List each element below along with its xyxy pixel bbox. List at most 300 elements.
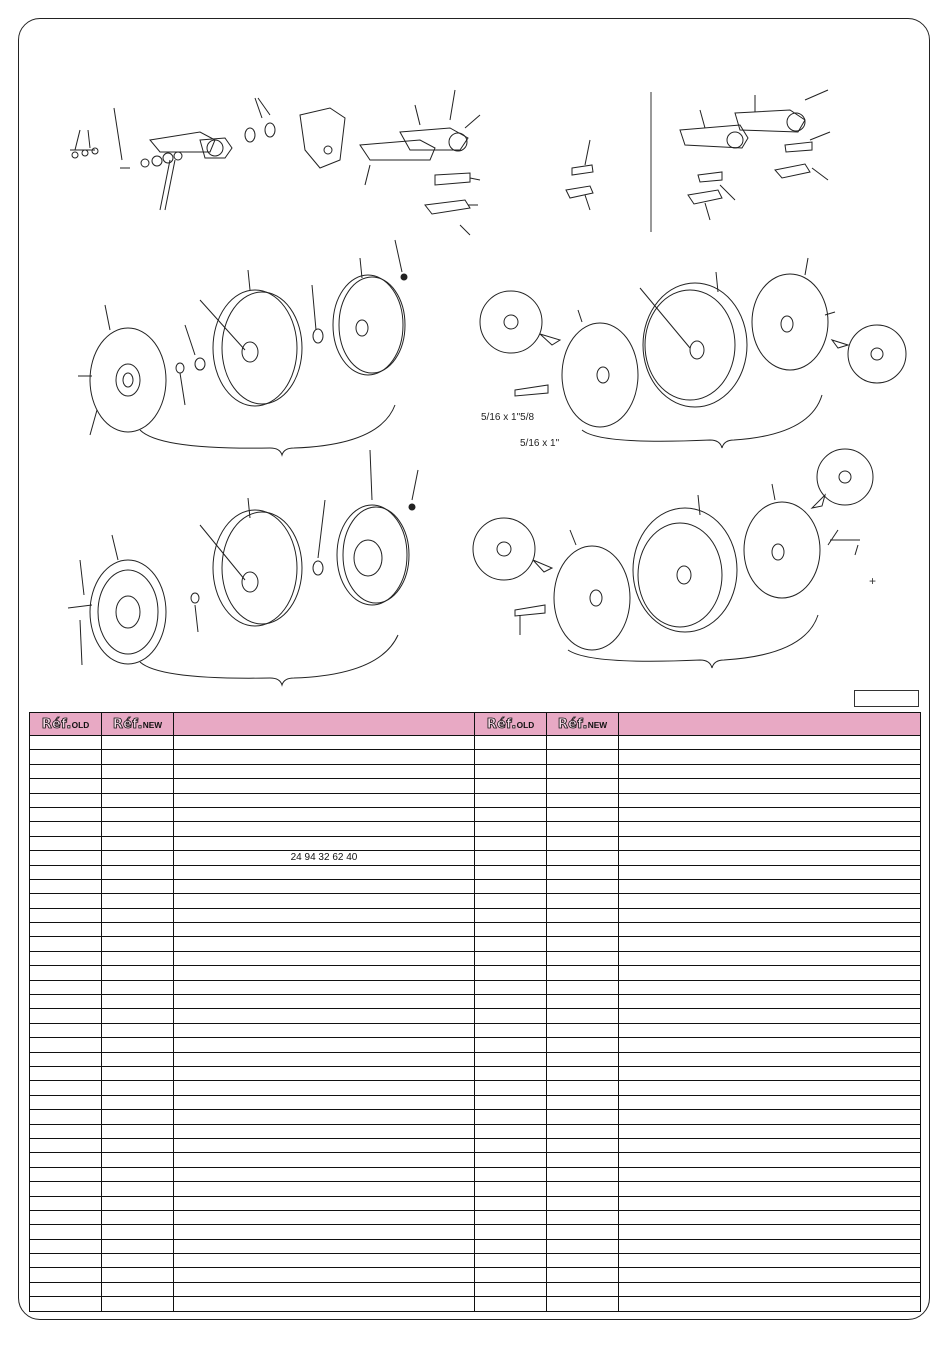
table-cell xyxy=(30,1023,102,1037)
table-cell xyxy=(475,793,547,807)
column-header xyxy=(102,713,174,736)
table-cell xyxy=(30,1239,102,1253)
table-cell xyxy=(619,1095,921,1109)
table-cell xyxy=(475,1038,547,1052)
table-cell xyxy=(174,1182,475,1196)
table-cell xyxy=(174,807,475,821)
table-row xyxy=(30,1138,921,1152)
table-cell xyxy=(174,951,475,965)
table-cell xyxy=(30,1268,102,1282)
table-cell xyxy=(547,822,619,836)
table-row xyxy=(30,1023,921,1037)
table-cell xyxy=(102,1052,174,1066)
table-cell xyxy=(174,980,475,994)
table-cell xyxy=(475,1153,547,1167)
table-cell xyxy=(30,1009,102,1023)
table-cell xyxy=(475,966,547,980)
table-cell xyxy=(619,1066,921,1080)
table-cell xyxy=(619,923,921,937)
table-row xyxy=(30,923,921,937)
table-cell xyxy=(102,1124,174,1138)
table-cell xyxy=(102,1138,174,1152)
table-cell xyxy=(475,1124,547,1138)
table-cell xyxy=(102,1282,174,1296)
table-cell xyxy=(475,750,547,764)
table-cell xyxy=(547,764,619,778)
table-cell xyxy=(174,1138,475,1152)
wear-plates-middle xyxy=(566,140,593,210)
table-cell xyxy=(547,1009,619,1023)
table-row xyxy=(30,1095,921,1109)
table-cell xyxy=(547,980,619,994)
table-cell xyxy=(475,1095,547,1109)
table-cell xyxy=(475,1268,547,1282)
table-cell xyxy=(475,937,547,951)
table-cell xyxy=(619,736,921,750)
table-cell xyxy=(619,894,921,908)
table-cell xyxy=(30,1196,102,1210)
table-cell xyxy=(619,1081,921,1095)
table-cell xyxy=(30,1225,102,1239)
table-row xyxy=(30,951,921,965)
table-cell xyxy=(102,937,174,951)
table-cell xyxy=(102,1254,174,1268)
table-cell xyxy=(30,1052,102,1066)
table-cell xyxy=(102,1297,174,1311)
wheel-assembly-1 xyxy=(78,240,407,455)
table-row xyxy=(30,1297,921,1311)
table-cell xyxy=(174,764,475,778)
table-cell xyxy=(619,836,921,850)
table-cell xyxy=(475,1225,547,1239)
table-cell xyxy=(102,879,174,893)
table-cell xyxy=(547,851,619,865)
table-cell xyxy=(547,1081,619,1095)
table-cell xyxy=(475,1066,547,1080)
table-cell xyxy=(30,836,102,850)
table-cell xyxy=(30,1066,102,1080)
table-cell xyxy=(102,908,174,922)
table-cell xyxy=(30,1182,102,1196)
table-row xyxy=(30,1268,921,1282)
column-header-ref: Réf. xyxy=(41,716,72,732)
table-cell xyxy=(619,879,921,893)
table-cell xyxy=(30,995,102,1009)
table-cell xyxy=(102,1081,174,1095)
table-cell xyxy=(30,1124,102,1138)
table-cell xyxy=(30,937,102,951)
table-cell xyxy=(174,1210,475,1224)
table-cell xyxy=(102,995,174,1009)
table-cell xyxy=(102,1182,174,1196)
table-row xyxy=(30,764,921,778)
table-cell xyxy=(174,937,475,951)
table-cell xyxy=(174,1095,475,1109)
table-cell xyxy=(619,1153,921,1167)
table-cell xyxy=(174,750,475,764)
table-cell xyxy=(547,1225,619,1239)
table-cell xyxy=(174,1225,475,1239)
table-row xyxy=(30,736,921,750)
table-cell xyxy=(619,1225,921,1239)
table-cell xyxy=(547,951,619,965)
table-cell xyxy=(30,894,102,908)
table-cell xyxy=(102,1066,174,1080)
table-row xyxy=(30,1196,921,1210)
table-cell xyxy=(102,865,174,879)
wheel-assembly-2 xyxy=(480,258,906,448)
table-cell xyxy=(547,1282,619,1296)
table-cell xyxy=(30,1297,102,1311)
table-cell xyxy=(547,995,619,1009)
table-cell xyxy=(547,1297,619,1311)
table-cell xyxy=(475,1110,547,1124)
parts-table xyxy=(29,712,921,1312)
table-cell xyxy=(547,1052,619,1066)
table-cell: 24 94 32 62 40 xyxy=(174,851,475,865)
table-cell xyxy=(619,1297,921,1311)
table-cell xyxy=(174,1066,475,1080)
table-cell xyxy=(619,1268,921,1282)
table-cell xyxy=(475,807,547,821)
table-header-row xyxy=(30,713,921,736)
table-cell xyxy=(619,1210,921,1224)
table-cell xyxy=(102,807,174,821)
table-cell xyxy=(102,1167,174,1181)
table-cell xyxy=(30,822,102,836)
table-cell xyxy=(102,836,174,850)
table-cell xyxy=(30,851,102,865)
table-cell xyxy=(619,951,921,965)
table-cell xyxy=(102,822,174,836)
table-cell xyxy=(475,923,547,937)
table-cell xyxy=(547,1239,619,1253)
table-cell xyxy=(547,750,619,764)
table-cell xyxy=(547,1124,619,1138)
table-cell xyxy=(174,736,475,750)
table-cell xyxy=(619,1196,921,1210)
table-cell xyxy=(619,1239,921,1253)
table-cell xyxy=(547,793,619,807)
table-cell xyxy=(30,908,102,922)
table-cell xyxy=(475,894,547,908)
table-cell xyxy=(30,980,102,994)
table-cell xyxy=(475,836,547,850)
table-cell xyxy=(174,793,475,807)
column-header-sub: OLD xyxy=(71,719,90,730)
table-cell xyxy=(475,764,547,778)
table-cell xyxy=(475,1081,547,1095)
table-cell xyxy=(619,1182,921,1196)
table-cell xyxy=(30,966,102,980)
table-cell xyxy=(619,908,921,922)
table-cell xyxy=(475,1282,547,1296)
table-cell xyxy=(619,1124,921,1138)
table-row xyxy=(30,1110,921,1124)
table-cell xyxy=(619,822,921,836)
table-cell xyxy=(475,879,547,893)
table-cell xyxy=(102,1153,174,1167)
table-cell xyxy=(174,865,475,879)
table-row xyxy=(30,1167,921,1181)
table-cell xyxy=(30,764,102,778)
column-header xyxy=(619,713,921,736)
table-cell xyxy=(174,1081,475,1095)
table-cell xyxy=(475,865,547,879)
table-cell xyxy=(102,1268,174,1282)
table-cell xyxy=(30,807,102,821)
table-row xyxy=(30,980,921,994)
table-cell xyxy=(619,865,921,879)
table-cell xyxy=(619,793,921,807)
table-cell xyxy=(619,764,921,778)
table-cell xyxy=(547,1066,619,1080)
table-cell xyxy=(102,736,174,750)
table-cell xyxy=(547,1167,619,1181)
column-header-sub: NEW xyxy=(587,719,608,730)
column-header-sub: NEW xyxy=(142,719,163,730)
table-cell xyxy=(475,1167,547,1181)
table-row xyxy=(30,1052,921,1066)
table-cell xyxy=(174,879,475,893)
table-cell xyxy=(30,736,102,750)
table-cell xyxy=(174,908,475,922)
table-cell xyxy=(102,1239,174,1253)
table-cell xyxy=(547,736,619,750)
table-cell xyxy=(547,966,619,980)
table-cell xyxy=(30,1167,102,1181)
table-cell xyxy=(475,1023,547,1037)
table-row xyxy=(30,793,921,807)
table-row xyxy=(30,1210,921,1224)
table-cell xyxy=(174,966,475,980)
table-cell xyxy=(619,851,921,865)
table-cell xyxy=(30,951,102,965)
table-cell xyxy=(174,1254,475,1268)
table-cell xyxy=(619,1023,921,1037)
table-cell xyxy=(174,1153,475,1167)
table-row xyxy=(30,1124,921,1138)
table-cell xyxy=(547,1110,619,1124)
table-cell xyxy=(619,807,921,821)
table-cell xyxy=(619,1110,921,1124)
table-cell xyxy=(619,1167,921,1181)
table-cell xyxy=(547,1196,619,1210)
table-cell xyxy=(547,1023,619,1037)
table-row xyxy=(30,894,921,908)
table-cell xyxy=(475,908,547,922)
table-body xyxy=(30,736,921,1312)
table-cell xyxy=(102,980,174,994)
table-cell xyxy=(475,1210,547,1224)
table-cell xyxy=(174,1268,475,1282)
table-cell xyxy=(475,995,547,1009)
column-header-sub: OLD xyxy=(516,719,535,730)
table-cell xyxy=(30,1081,102,1095)
table-row xyxy=(30,807,921,821)
arm-assembly-right xyxy=(680,90,830,220)
table-cell xyxy=(619,1052,921,1066)
table-row xyxy=(30,1239,921,1253)
table-cell xyxy=(30,1210,102,1224)
table-cell xyxy=(30,923,102,937)
table-row xyxy=(30,1081,921,1095)
table-cell xyxy=(174,1009,475,1023)
table-cell xyxy=(619,1282,921,1296)
table-cell xyxy=(102,764,174,778)
table-cell xyxy=(102,1009,174,1023)
table-cell xyxy=(547,908,619,922)
table-cell xyxy=(30,1153,102,1167)
table-cell xyxy=(174,779,475,793)
table-cell xyxy=(30,1095,102,1109)
table-cell xyxy=(30,1282,102,1296)
table-row xyxy=(30,1282,921,1296)
table-cell xyxy=(475,1297,547,1311)
table-cell xyxy=(174,1023,475,1037)
table-cell xyxy=(619,750,921,764)
table-cell xyxy=(174,1239,475,1253)
table-cell xyxy=(102,1095,174,1109)
column-header xyxy=(174,713,475,736)
table-cell xyxy=(547,879,619,893)
table-cell xyxy=(619,1009,921,1023)
table-cell xyxy=(547,937,619,951)
table-cell xyxy=(30,1038,102,1052)
table-cell xyxy=(30,865,102,879)
table-cell xyxy=(30,1254,102,1268)
table-cell xyxy=(619,1254,921,1268)
table-cell xyxy=(174,1038,475,1052)
table-cell xyxy=(475,1239,547,1253)
table-cell xyxy=(475,951,547,965)
table-cell xyxy=(547,1210,619,1224)
table-cell xyxy=(174,836,475,850)
table-cell xyxy=(619,937,921,951)
table-cell xyxy=(174,1297,475,1311)
table-cell xyxy=(174,1124,475,1138)
table-cell xyxy=(174,822,475,836)
table-cell xyxy=(547,865,619,879)
table-cell xyxy=(30,750,102,764)
table-row xyxy=(30,995,921,1009)
table-cell xyxy=(475,1052,547,1066)
table-cell xyxy=(102,1225,174,1239)
wheel-assembly-3 xyxy=(68,450,418,685)
table-cell xyxy=(174,1167,475,1181)
arm-assembly-left xyxy=(70,90,480,235)
table-cell xyxy=(475,822,547,836)
table-cell xyxy=(475,1254,547,1268)
table-cell xyxy=(619,966,921,980)
column-header xyxy=(547,713,619,736)
table-cell xyxy=(102,1038,174,1052)
table-cell xyxy=(102,894,174,908)
table-cell xyxy=(174,1282,475,1296)
table-row xyxy=(30,865,921,879)
table-row xyxy=(30,1066,921,1080)
table-cell xyxy=(30,793,102,807)
column-header-ref: Réf. xyxy=(557,716,588,732)
table-cell xyxy=(102,1023,174,1037)
table-cell xyxy=(30,1138,102,1152)
table-cell xyxy=(619,1038,921,1052)
table-cell xyxy=(547,1038,619,1052)
table-cell xyxy=(475,980,547,994)
table-row xyxy=(30,1038,921,1052)
column-header xyxy=(30,713,102,736)
table-cell xyxy=(174,894,475,908)
table-cell xyxy=(102,966,174,980)
table-cell xyxy=(475,1196,547,1210)
table-cell xyxy=(619,779,921,793)
table-cell xyxy=(102,793,174,807)
table-cell xyxy=(30,879,102,893)
reference-box xyxy=(854,690,919,707)
table-cell xyxy=(102,1210,174,1224)
table-cell xyxy=(619,980,921,994)
table-row xyxy=(30,851,921,865)
table-cell xyxy=(547,923,619,937)
table-cell xyxy=(174,923,475,937)
table-cell xyxy=(475,779,547,793)
table-cell xyxy=(547,1095,619,1109)
table-cell xyxy=(475,1138,547,1152)
bolt-label-a: 5/16 x 1"5/8 xyxy=(481,412,535,423)
table-cell xyxy=(547,1182,619,1196)
column-header-ref: Réf. xyxy=(112,716,143,732)
table-cell xyxy=(174,1196,475,1210)
table-row xyxy=(30,1009,921,1023)
table-row xyxy=(30,908,921,922)
table-row xyxy=(30,879,921,893)
table-cell xyxy=(102,851,174,865)
wheel-assembly-4 xyxy=(473,449,873,668)
column-header-ref: Réf. xyxy=(486,716,517,732)
table-cell xyxy=(30,779,102,793)
table-cell xyxy=(547,1254,619,1268)
table-row xyxy=(30,1225,921,1239)
table-row xyxy=(30,750,921,764)
table-cell xyxy=(619,1138,921,1152)
table-row xyxy=(30,779,921,793)
bolt-label-b: 5/16 x 1" xyxy=(520,438,560,449)
plus-mark: + xyxy=(869,574,877,588)
table-row xyxy=(30,836,921,850)
table-cell xyxy=(174,1110,475,1124)
table-cell xyxy=(102,779,174,793)
table-cell xyxy=(30,1110,102,1124)
table-cell xyxy=(547,1153,619,1167)
table-cell xyxy=(475,736,547,750)
table-cell xyxy=(102,750,174,764)
table-cell xyxy=(619,995,921,1009)
table-cell xyxy=(475,1009,547,1023)
table-cell xyxy=(102,1196,174,1210)
table-cell xyxy=(475,1182,547,1196)
table-cell xyxy=(174,1052,475,1066)
table-cell xyxy=(547,1138,619,1152)
table-cell xyxy=(102,923,174,937)
table-row xyxy=(30,966,921,980)
table-row xyxy=(30,937,921,951)
column-header xyxy=(475,713,547,736)
table-cell xyxy=(102,951,174,965)
table-cell xyxy=(547,779,619,793)
table-cell xyxy=(547,836,619,850)
table-cell xyxy=(475,851,547,865)
table-row xyxy=(30,1254,921,1268)
